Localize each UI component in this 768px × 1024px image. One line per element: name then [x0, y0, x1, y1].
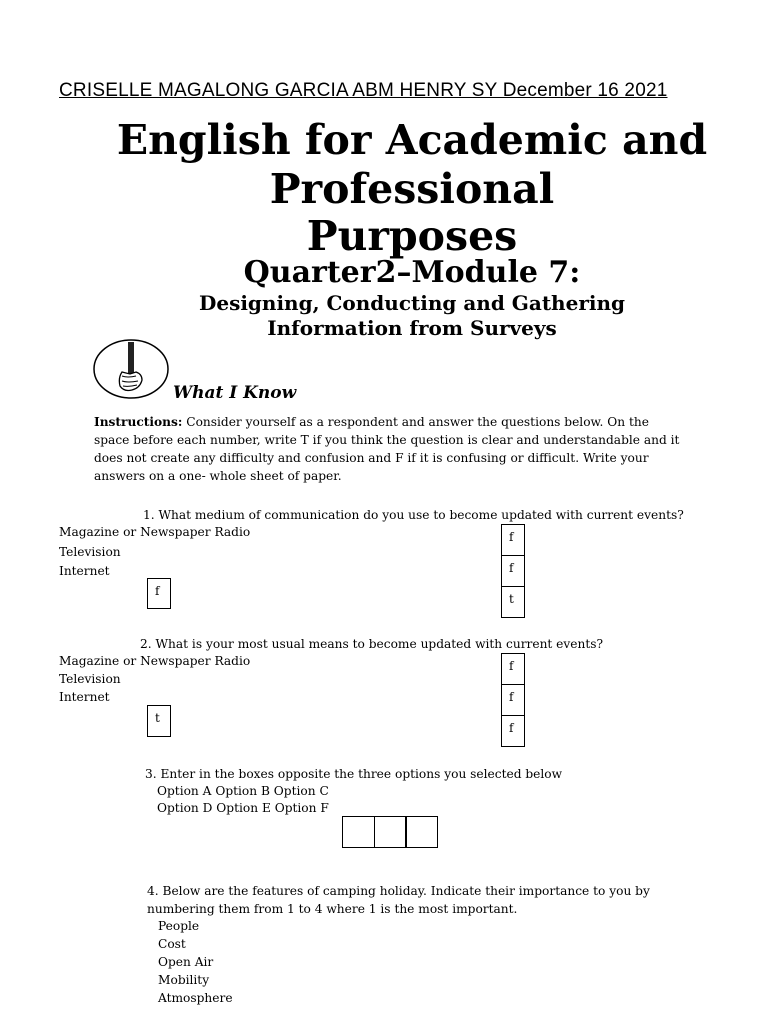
q4-item: Atmosphere [158, 991, 233, 1005]
q2-answer-box-2[interactable]: f [501, 684, 525, 716]
module-title: Quarter2–Module 7: [243, 255, 581, 290]
title-line-1: English for Academic and [116, 116, 708, 164]
q2-option-line-1: Magazine or Newspaper Radio [59, 654, 251, 668]
q2-answer-box-1[interactable]: f [501, 653, 525, 685]
q3-options-line-1: Option A Option B Option C [157, 784, 329, 798]
q3-answer-box-3[interactable] [405, 816, 438, 848]
question-2: 2. What is your most usual means to become updated with current events? [140, 637, 604, 651]
q4-item: Open Air [158, 955, 214, 969]
q2-answer-box-3[interactable]: f [501, 715, 525, 747]
q1-answer-box-3[interactable]: t [501, 586, 525, 618]
q3-answer-box-2[interactable] [374, 816, 407, 848]
q1-option-line-2: Television [59, 545, 121, 559]
q3-answer-box-1[interactable] [342, 816, 375, 848]
q4-item: People [158, 919, 200, 933]
question-4-line-2: numbering them from 1 to 4 where 1 is the most important. [147, 902, 518, 916]
q2-option-line-3: Internet [59, 690, 110, 704]
question-4-line-1: 4. Below are the features of camping holiday. Indicate their importance to you by [147, 884, 650, 898]
q4-item: Mobility [158, 973, 210, 987]
section-heading: What I Know [173, 383, 297, 403]
instructions-text: Consider yourself as a respondent and answer the questions below. On the space before each number, write T if you think the question is clear and understandable and it does not create any difficulty and confusion and F if it is confusing or difficult. Write your answers on a one- whole sheet of paper. [94, 415, 680, 483]
q2-option-line-2: Television [59, 672, 121, 686]
q1-option-line-3: Internet [59, 564, 110, 578]
hand-pencil-icon [92, 338, 170, 400]
q1-answer-box-1[interactable]: f [501, 524, 525, 556]
instructions-label: Instructions: [94, 415, 183, 429]
title-line-3: Purposes [306, 212, 518, 260]
q1-left-answer-box[interactable]: f [147, 578, 171, 609]
question-3: 3. Enter in the boxes opposite the three options you selected below [145, 767, 563, 781]
q1-option-line-1: Magazine or Newspaper Radio [59, 525, 251, 539]
student-header: CRISELLE MAGALONG GARCIA ABM HENRY SY December 16 2021 [59, 80, 668, 101]
module-subtitle-2: Information from Surveys [267, 316, 557, 340]
q3-answer-boxes [342, 816, 438, 848]
instructions-paragraph [94, 413, 684, 485]
title-line-2: Professional [269, 165, 555, 213]
q4-item: Cost [158, 937, 186, 951]
q3-options-line-2: Option D Option E Option F [157, 801, 329, 815]
q1-answer-box-2[interactable]: f [501, 555, 525, 587]
q2-left-answer-box[interactable]: t [147, 705, 171, 737]
module-subtitle-1: Designing, Conducting and Gathering [199, 291, 625, 315]
question-1: 1. What medium of communication do you use to become updated with current events? [143, 508, 684, 522]
